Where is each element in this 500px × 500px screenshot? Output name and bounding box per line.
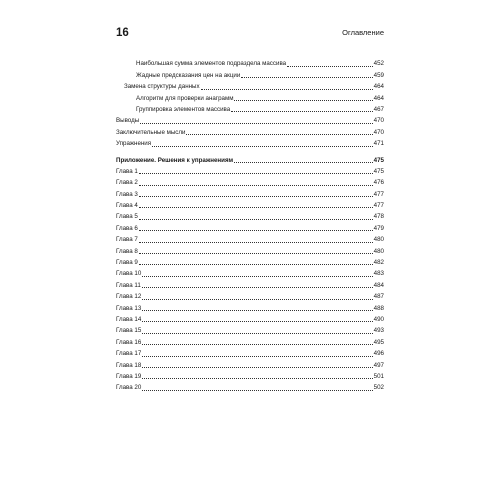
dot-leader [139, 207, 373, 208]
dot-leader [142, 310, 372, 311]
toc-entry-page: 480 [373, 247, 384, 255]
toc-entry [116, 103, 384, 114]
dot-leader [241, 77, 372, 78]
toc-entry [116, 114, 384, 125]
dot-leader [142, 321, 372, 322]
toc-entry-title: Глава 7 [116, 236, 138, 244]
dot-leader [231, 111, 372, 112]
toc-entry-page: 470 [373, 117, 384, 125]
dot-leader [142, 344, 372, 345]
toc-entry [116, 381, 384, 392]
toc-entry [116, 137, 384, 148]
toc-entry-title: Глава 4 [116, 202, 138, 210]
toc-entry-title: Жадные предсказания цен на акции [136, 71, 241, 79]
toc-entry [116, 176, 384, 187]
toc-entry-title: Глава 9 [116, 259, 138, 267]
dot-leader [142, 367, 372, 368]
dot-leader [139, 219, 373, 220]
toc-entry-page: 501 [373, 372, 384, 380]
toc-entry [116, 80, 384, 91]
toc-entry-title: Глава 16 [116, 338, 142, 346]
toc-entry-page: 475 [373, 167, 384, 175]
page-number: 16 [116, 27, 129, 39]
dot-leader [142, 378, 372, 379]
dot-leader [139, 230, 373, 231]
toc-entry-page: 464 [373, 83, 384, 91]
toc-entry-title: Группировка элементов массива [136, 105, 231, 113]
toc-entry-page: 497 [373, 361, 384, 369]
dot-leader [139, 196, 373, 197]
toc-entry [116, 278, 384, 289]
toc-entry [116, 165, 384, 176]
toc-entry-page: 477 [373, 190, 384, 198]
dot-leader [139, 264, 373, 265]
toc-entry-title: Глава 3 [116, 190, 138, 198]
toc-entry [116, 68, 384, 79]
toc-entry-title: Глава 12 [116, 293, 142, 301]
toc-entry [116, 256, 384, 267]
toc-entry-title: Приложение. Решения к упражнениям [116, 156, 234, 164]
dot-leader [287, 66, 373, 67]
toc-entry-page: 476 [373, 179, 384, 187]
toc-entry [116, 313, 384, 324]
toc-entry-title: Глава 1 [116, 167, 138, 175]
toc-entry-title: Наибольшая сумма элементов подраздела массива [136, 60, 287, 68]
toc-entry-page: 495 [373, 338, 384, 346]
toc-entry [116, 221, 384, 232]
toc-entry [116, 324, 384, 335]
dot-leader [142, 390, 372, 391]
toc-entry-page: 483 [373, 270, 384, 278]
toc-entry-page: 493 [373, 327, 384, 335]
toc-entry-page: 496 [373, 350, 384, 358]
dot-leader [142, 287, 373, 288]
dot-leader [186, 134, 372, 135]
toc-entry [116, 290, 384, 301]
toc-entry-page: 467 [373, 105, 384, 113]
toc-entry [116, 187, 384, 198]
toc-entry-page: 487 [373, 293, 384, 301]
toc-entry-page: 490 [373, 315, 384, 323]
toc-entry-title: Глава 18 [116, 361, 142, 369]
toc-entry-page: 470 [373, 128, 384, 136]
dot-leader [140, 123, 373, 124]
toc-entry [116, 91, 384, 102]
dot-leader [152, 146, 373, 147]
dot-leader [139, 185, 373, 186]
toc-entry [116, 125, 384, 136]
dot-leader [234, 100, 372, 101]
toc-entry-page: 452 [373, 60, 384, 68]
toc-entry-title: Глава 11 [116, 281, 141, 289]
dot-leader [142, 333, 372, 334]
toc-entry-title: Замена структуры данных [124, 83, 200, 91]
toc-entry [116, 233, 384, 244]
toc-entry-page: 459 [373, 71, 384, 79]
toc-entry [116, 358, 384, 369]
toc-entry-title: Глава 17 [116, 350, 142, 358]
toc-entry-title: Алгоритм для проверки анаграмм [136, 94, 234, 102]
dot-leader [201, 89, 373, 90]
toc-entry-title: Глава 20 [116, 384, 142, 392]
dot-leader [142, 276, 372, 277]
toc-entry-title: Глава 14 [116, 315, 142, 323]
toc-entry-title: Глава 5 [116, 213, 138, 221]
toc-entry [116, 199, 384, 210]
toc-entry-page: 482 [373, 259, 384, 267]
toc-entry-title: Глава 8 [116, 247, 138, 255]
dot-leader [139, 173, 373, 174]
toc-entry [116, 267, 384, 278]
toc-entry-page: 502 [373, 384, 384, 392]
toc-entry-page: 475 [373, 156, 384, 164]
dot-leader [142, 356, 372, 357]
dot-leader [142, 299, 372, 300]
toc-entry-title: Глава 2 [116, 179, 138, 187]
toc-entry-page: 471 [373, 140, 384, 148]
toc-entry-page: 478 [373, 213, 384, 221]
toc-entry [116, 301, 384, 312]
table-of-contents [116, 57, 384, 392]
toc-entry-title: Глава 15 [116, 327, 142, 335]
toc-entry-title: Глава 6 [116, 224, 138, 232]
toc-entry-title: Упражнения [116, 140, 152, 148]
toc-entry [116, 347, 384, 358]
dot-leader [139, 242, 373, 243]
toc-entry-page: 484 [373, 281, 384, 289]
dot-leader [234, 162, 373, 163]
toc-entry-title: Глава 13 [116, 304, 142, 312]
toc-entry-page: 488 [373, 304, 384, 312]
toc-entry-title: Глава 19 [116, 372, 142, 380]
dot-leader [139, 253, 373, 254]
toc-entry-page: 477 [373, 202, 384, 210]
toc-entry [116, 370, 384, 381]
toc-entry-page: 464 [373, 94, 384, 102]
toc-section-heading [116, 153, 384, 164]
toc-entry-title: Глава 10 [116, 270, 142, 278]
toc-entry-title: Заключительные мысли [116, 128, 186, 136]
toc-entry-page: 480 [373, 236, 384, 244]
toc-entry [116, 210, 384, 221]
running-head: Оглавление [342, 28, 384, 37]
toc-entry [116, 335, 384, 346]
toc-entry [116, 57, 384, 68]
toc-entry-page: 479 [373, 224, 384, 232]
toc-entry-title: Выводы [116, 117, 140, 125]
toc-entry [116, 244, 384, 255]
